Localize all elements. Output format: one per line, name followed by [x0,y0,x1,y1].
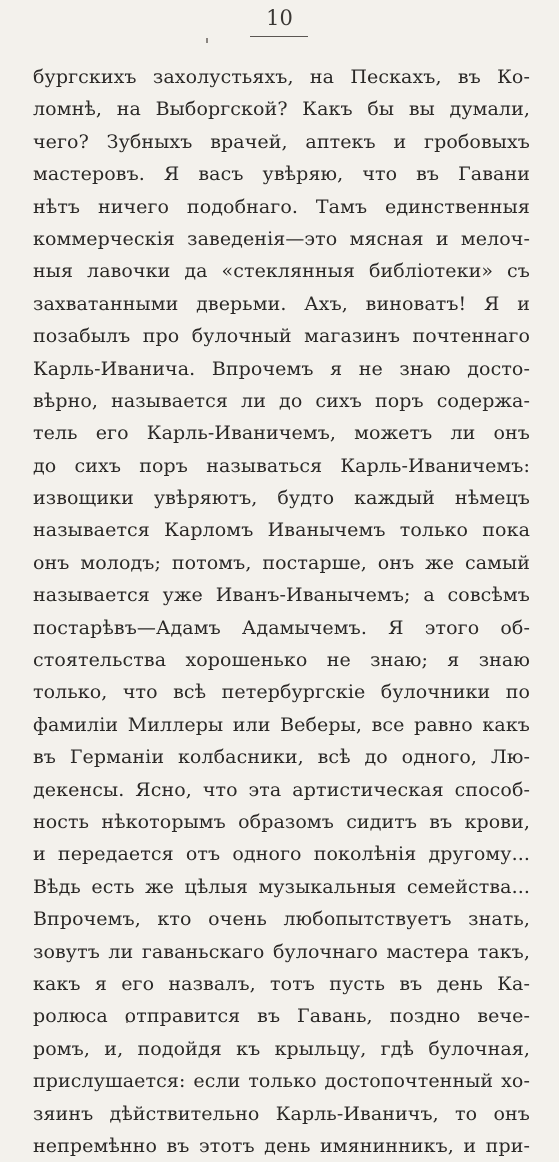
text-line: ломнѣ, на Выборгской? Какъ бы вы думали, [33,98,530,121]
header-rule [250,36,308,37]
text-line: нѣтъ ничего подобнаго. Тамъ единственныя [33,195,530,218]
text-line: Карль-Иванича. Впрочемъ я не знаю досто- [33,357,530,380]
text-line: мастеровъ. Я васъ увѣряю, что въ Гавани [33,163,530,186]
text-line: стоятельства хорошенько не знаю; я знаю [33,649,530,672]
text-line: ныя лавочки да «стеклянныя библіотеки» съ [33,260,530,283]
text-line: ролюса отправится въ Гавань, поздно вече- [33,1005,530,1028]
text-line: называется уже Иванъ-Иванычемъ; а совсѣмъ [33,584,530,607]
text-line: постарѣвъ—Адамъ Адамычемъ. Я этого об- [33,616,530,639]
body-text [33,61,530,1162]
text-line: вѣрно, называется ли до сихъ поръ содержа- [33,389,530,412]
text-line: прислушается: если только достопочтенный хо- [33,1070,530,1093]
page-number: 10 [266,6,293,30]
text-line: онъ молодъ; потомъ, постарше, онъ же самый [33,551,530,574]
text-line: декенсы. Ясно, что эта артистическая способ- [33,778,530,801]
text-line: чего? Зубныхъ врачей, аптекъ и гробовыхъ [33,130,530,153]
text-line: Вѣдь есть же цѣлыя музыкальныя семейства... [33,875,530,898]
text-line: непремѣнно въ этотъ день имянинникъ, и при- [33,1134,530,1157]
text-line: фамиліи Миллеры или Веберы, все равно какъ [33,713,530,736]
text-line: тель его Карль-Иваничемъ, можетъ ли онъ [33,422,530,445]
text-line: коммерческія заведенія—это мясная и мелоч- [33,227,530,250]
text-line: только, что всѣ петербургскіе булочники по [33,681,530,704]
text-line: зовутъ ли гаваньскаго булочнаго мастера такъ, [33,940,530,963]
text-line: Впрочемъ, кто очень любопытствуетъ знать, [33,908,530,931]
text-line: до сихъ поръ называться Карль-Иваничемъ: [33,454,530,477]
text-line: извощики увѣряютъ, будто каждый нѣмецъ [33,487,530,510]
text-line: захватанными дверьми. Ахъ, виноватъ! Я и [33,292,530,315]
text-line: и передается отъ одного поколѣнія другому... [33,843,530,866]
text-line: бургскихъ захолустьяхъ, на Пескахъ, въ Ко- [33,66,530,88]
text-line: позабылъ про булочный магазинъ почтеннаго [33,325,530,348]
text-line: ромъ, и, подойдя къ крыльцу, гдѣ булочная, [33,1037,530,1060]
text-line: называется Карломъ Иванычемъ только пока [33,519,530,542]
text-line: ность нѣкоторымъ образомъ сидитъ въ крови, [33,810,530,833]
text-line: зяинъ дѣйствительно Карль-Иваничъ, то онъ [33,1102,530,1125]
text-line: въ Германіи колбасники, всѣ до одного, Лю- [33,746,530,769]
text-line: какъ я его назвалъ, тотъ пусть въ день Ка- [33,972,530,995]
